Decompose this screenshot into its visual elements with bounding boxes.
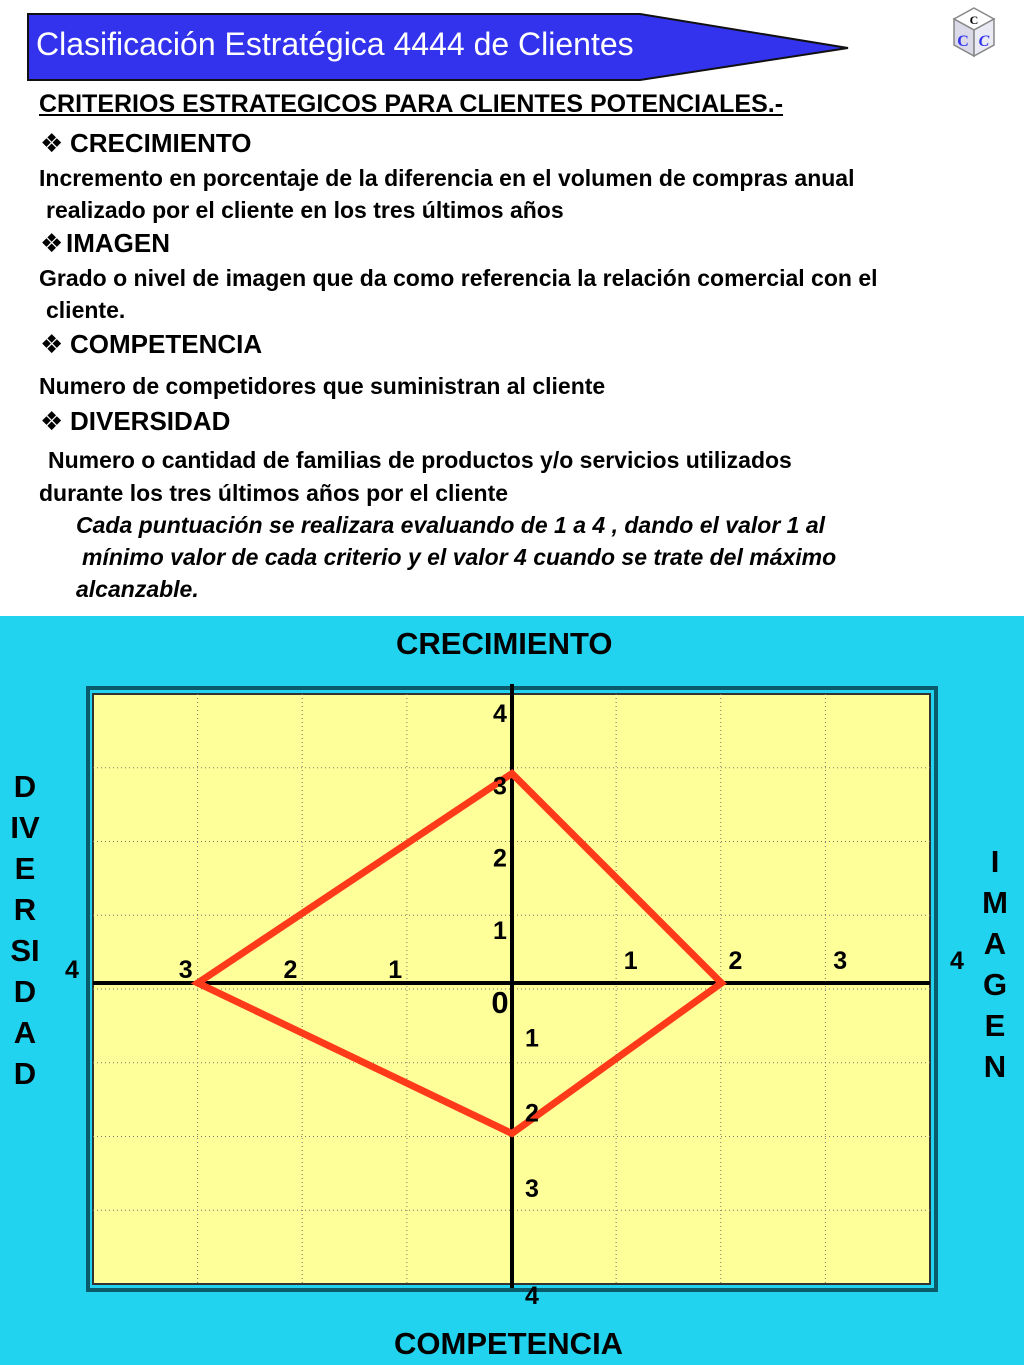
svg-text:C: C	[957, 33, 969, 50]
criterion-label: CRECIMIENTO	[70, 128, 252, 158]
tick-label-left: 3	[178, 956, 193, 984]
diamond-bullet-icon: ❖	[40, 329, 64, 359]
scoring-note-line: Cada puntuación se realizara evaluando de 1 a 4 , dando el valor 1 al	[76, 512, 826, 538]
diamond-bullet-icon: ❖	[40, 228, 64, 258]
criterion-desc-line: Grado o nivel de imagen que da como referencia la relación comercial con el	[39, 265, 878, 291]
tick-label-top: 2	[493, 844, 507, 873]
tick-label-left: 4	[65, 956, 79, 984]
tick-label-bottom: 4	[525, 1282, 539, 1310]
criterion-crecimiento	[40, 128, 252, 159]
criterion-desc-line: cliente.	[46, 297, 126, 323]
axis-title-top: CRECIMIENTO	[396, 626, 613, 661]
radar-chart	[0, 616, 1024, 1365]
criterion-imagen	[40, 228, 170, 259]
tick-label-bottom: 3	[525, 1174, 539, 1203]
criteria-heading: CRITERIOS ESTRATEGICOS PARA CLIENTES POTENCIALES.-	[39, 90, 784, 118]
criterion-label: COMPETENCIA	[70, 329, 263, 359]
page-title: Clasificación Estratégica 4444 de Clientes	[36, 26, 634, 62]
criterion-desc-line: Numero de competidores que suministran al cliente	[39, 373, 606, 399]
tick-label-bottom: 1	[525, 1024, 539, 1053]
tick-label-top: 4	[493, 700, 507, 728]
svg-text:C: C	[978, 33, 990, 50]
criterion-competencia	[40, 329, 262, 360]
diamond-bullet-icon: ❖	[40, 406, 64, 436]
criterion-label: IMAGEN	[66, 228, 170, 258]
tick-label-right: 2	[728, 947, 743, 975]
criterion-diversidad	[40, 406, 230, 437]
tick-label-left: 2	[283, 956, 298, 984]
tick-label-left: 1	[388, 956, 403, 984]
tick-label-right: 3	[833, 947, 848, 975]
criterion-desc-line: durante los tres últimos años por el cliente	[39, 480, 509, 506]
axis-title-bottom: COMPETENCIA	[394, 1326, 624, 1361]
criterion-desc-line: Incremento en porcentaje de la diferencia en el volumen de compras anual	[39, 165, 855, 191]
diamond-bullet-icon: ❖	[40, 128, 64, 158]
origin-label: 0	[491, 985, 509, 1020]
svg-text:C: C	[969, 13, 979, 27]
criterion-label: DIVERSIDAD	[70, 406, 231, 436]
radar-chart-panel	[0, 616, 1024, 1365]
axis-title-left: DIVERSIDAD	[10, 769, 40, 1091]
tick-label-top: 3	[493, 772, 507, 801]
tick-label-top: 1	[493, 916, 507, 945]
criterion-desc-line: Numero o cantidad de familias de productos y/o servicios utilizados	[48, 447, 792, 473]
scoring-note-line: mínimo valor de cada criterio y el valor 4 cuando se trate del máximo	[82, 544, 837, 570]
tick-label-right: 4	[950, 947, 964, 975]
axis-title-right: IMAGEN	[982, 844, 1008, 1084]
scoring-note-line: alcanzable.	[76, 576, 199, 602]
ccc-logo-icon	[950, 6, 998, 58]
tick-label-bottom: 2	[525, 1099, 539, 1128]
tick-label-right: 1	[623, 947, 638, 975]
criterion-desc-line: realizado por el cliente en los tres últimos años	[46, 197, 564, 223]
